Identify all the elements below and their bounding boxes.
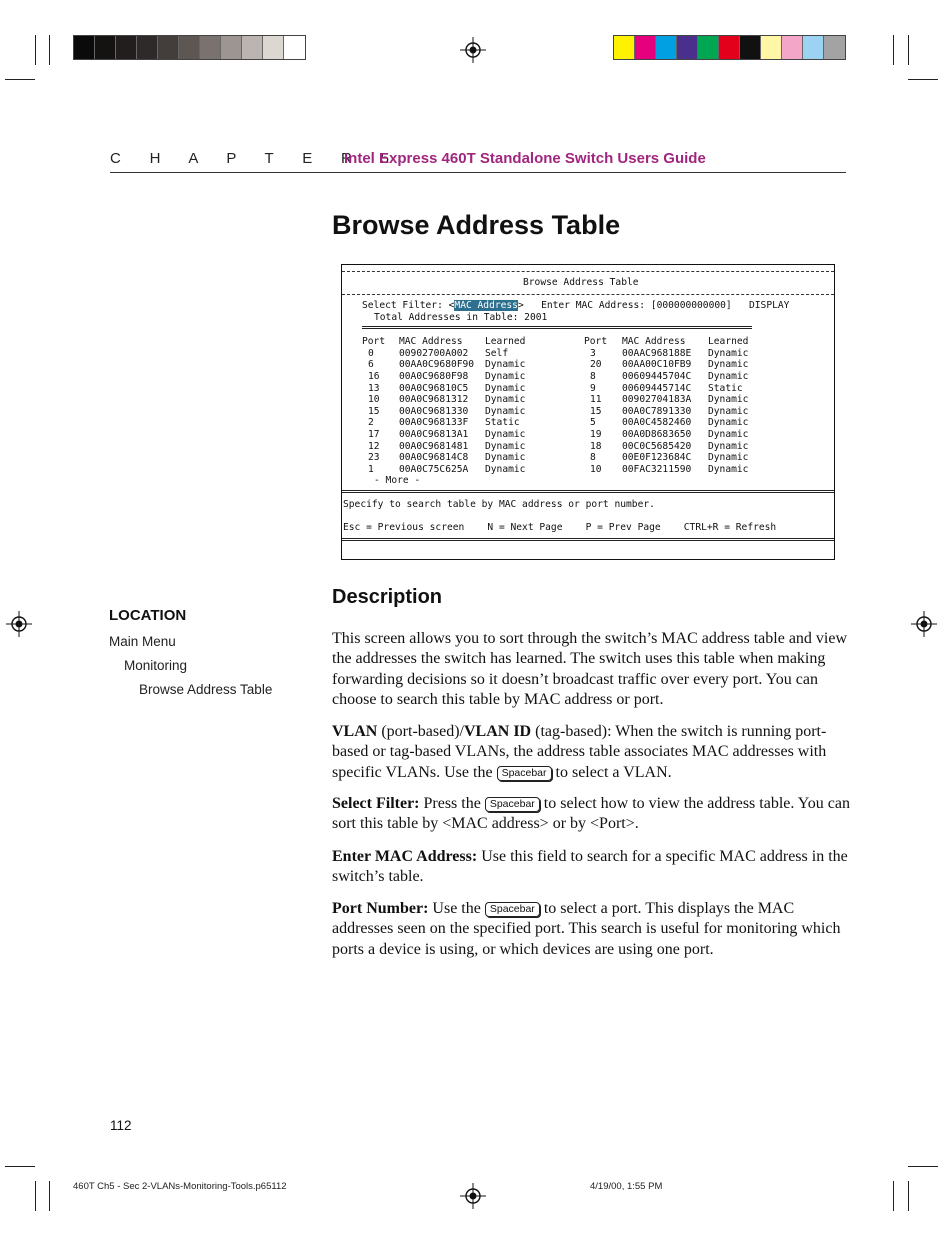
filter-prefix: Select Filter: < <box>362 300 455 311</box>
registration-mark-icon <box>460 37 486 63</box>
guide-title: Intel Express 460T Standalone Switch Users Guide <box>344 150 706 167</box>
table-cell: 17 <box>368 429 380 441</box>
table-cell: Dynamic <box>485 440 526 452</box>
table-cell: Dynamic <box>485 464 526 476</box>
table-cell: 8 <box>590 370 596 382</box>
page-number: 112 <box>110 1118 132 1133</box>
total-addresses: Total Addresses in Table: 2001 <box>374 312 548 323</box>
table-cell: 00A0C9681312 <box>399 394 469 406</box>
table-cell: Dynamic <box>485 452 526 464</box>
terminal-hint: Specify to search table by MAC address or port number. <box>343 499 655 510</box>
enter-mac-term: Enter MAC Address: <box>332 848 478 865</box>
color-swatch <box>137 36 158 59</box>
port-number-term: Port Number: <box>332 900 429 917</box>
color-swatch <box>263 36 284 59</box>
color-swatch <box>698 36 719 59</box>
terminal-key-legend: Esc = Previous screen N = Next Page P = Prev Page CTRL+R = Refresh <box>343 522 777 533</box>
crop-mark <box>893 1181 894 1211</box>
table-cell: 00A0C968133F <box>399 417 469 429</box>
table-cell: Dynamic <box>708 452 749 464</box>
spacebar-key: Spacebar <box>485 902 540 917</box>
table-cell: Dynamic <box>708 394 749 406</box>
location-item-browse-address-table: Browse Address Table <box>139 682 273 697</box>
filter-text: Press the <box>419 795 485 812</box>
location-heading: LOCATION <box>109 607 187 624</box>
page-title: Browse Address Table <box>332 210 621 240</box>
table-cell: 11 <box>590 394 602 406</box>
table-cell: 13 <box>368 382 380 394</box>
crop-mark <box>908 35 909 65</box>
table-cell: 00A0C96814C8 <box>399 452 469 464</box>
terminal-title: Browse Address Table <box>523 277 639 288</box>
table-cell: 23 <box>368 452 380 464</box>
table-cell: 00FAC3211590 <box>622 464 692 476</box>
color-swatch <box>782 36 803 59</box>
color-swatch <box>74 36 95 59</box>
vlan-text: (tag-based): When the switch is running port-based or tag-based VLANs, the address table associates MAC addresses with specific VLANs. Use the <box>332 723 827 781</box>
vlan-term: VLAN <box>332 723 378 740</box>
color-swatch <box>179 36 200 59</box>
port-number-paragraph <box>332 899 852 960</box>
crop-mark <box>5 79 35 80</box>
table-cell: 1 <box>368 464 374 476</box>
registration-mark-icon <box>460 1183 486 1209</box>
table-cell: Dynamic <box>485 429 526 441</box>
table-cell: 20 <box>590 359 602 371</box>
table-cell: 3 <box>590 347 596 359</box>
table-cell: 0 <box>368 347 374 359</box>
table-cell: 12 <box>368 440 380 452</box>
crop-mark <box>35 1181 36 1211</box>
table-cell: Dynamic <box>708 405 749 417</box>
terminal-divider <box>342 271 834 272</box>
spacebar-key: Spacebar <box>497 766 552 781</box>
terminal-double-rule <box>362 326 752 329</box>
table-cell: 00A0C96810C5 <box>399 382 469 394</box>
registration-mark-icon <box>911 611 937 637</box>
table-cell: Dynamic <box>485 405 526 417</box>
color-swatch <box>221 36 242 59</box>
color-swatch <box>116 36 137 59</box>
chapter-label: C H A P T E R 5 <box>110 150 402 167</box>
column-header: MAC Address <box>622 336 686 347</box>
vlan-mid: (port-based)/ <box>377 723 464 740</box>
crop-mark <box>908 79 938 80</box>
table-cell: Static <box>485 417 520 429</box>
table-cell: 19 <box>590 429 602 441</box>
select-filter-term: Select Filter: <box>332 795 420 812</box>
table-cell: Dynamic <box>708 429 749 441</box>
table-cell: 6 <box>368 359 374 371</box>
color-swatch <box>158 36 179 59</box>
table-cell: Dynamic <box>708 370 749 382</box>
table-cell: 18 <box>590 440 602 452</box>
table-cell: 00A0C9681481 <box>399 440 469 452</box>
table-cell: 5 <box>590 417 596 429</box>
color-swatch <box>614 36 635 59</box>
table-cell: 00AA00C10FB9 <box>622 359 692 371</box>
filter-line <box>362 300 789 312</box>
registration-mark-icon <box>6 611 32 637</box>
table-cell: 00A0C9681330 <box>399 405 469 417</box>
crop-mark <box>908 1166 938 1167</box>
process-color-bar <box>613 35 846 60</box>
color-swatch <box>656 36 677 59</box>
terminal-double-rule <box>342 490 834 493</box>
color-swatch <box>719 36 740 59</box>
port-text: Use the <box>428 900 485 917</box>
table-cell: 00A0C96813A1 <box>399 429 469 441</box>
table-cell: Dynamic <box>708 464 749 476</box>
table-cell: 00C0C5685420 <box>622 440 692 452</box>
port-text-end: to select a port. This displays the MAC addresses seen on the specified port. This search is useful for monitoring which ports a device is using, or which devices are using one port. <box>332 900 841 958</box>
crop-mark <box>49 1181 50 1211</box>
footer-date: 4/19/00, 1:55 PM <box>590 1181 663 1192</box>
table-cell: Dynamic <box>485 359 526 371</box>
select-filter-field[interactable]: MAC Address <box>454 300 518 311</box>
color-swatch <box>740 36 761 59</box>
crop-mark <box>908 1181 909 1211</box>
grayscale-color-bar <box>73 35 306 60</box>
table-cell: 00A0C4582460 <box>622 417 692 429</box>
table-cell: 00609445714C <box>622 382 692 394</box>
table-cell: 00AAC968188E <box>622 347 692 359</box>
table-cell: 10 <box>368 394 380 406</box>
column-header: Port <box>584 336 608 347</box>
table-cell: 00AA0C9680F90 <box>399 359 475 371</box>
description-intro: This screen allows you to sort through the switch’s MAC address table and view the addresses the switch has learned. The switch uses this table when making forwarding decisions so it doesn’t broadcast traffic over every port. You can choose to search this table by MAC address or port. <box>332 630 848 708</box>
description-heading: Description <box>332 586 443 608</box>
table-cell: 00A0C9680F98 <box>399 370 469 382</box>
table-cell: Static <box>708 382 743 394</box>
table-cell: Dynamic <box>708 347 749 359</box>
column-header: Port <box>362 336 386 347</box>
terminal-divider <box>342 294 834 295</box>
table-cell: 2 <box>368 417 374 429</box>
color-swatch <box>635 36 656 59</box>
color-swatch <box>677 36 698 59</box>
table-cell: 9 <box>590 382 596 394</box>
more-indicator: - More - <box>374 475 421 486</box>
color-swatch <box>803 36 824 59</box>
table-cell: 10 <box>590 464 602 476</box>
table-cell: Dynamic <box>485 382 526 394</box>
table-cell: 8 <box>590 452 596 464</box>
column-header: MAC Address <box>399 336 463 347</box>
vlan-id-term: VLAN ID <box>463 723 532 740</box>
table-cell: 15 <box>590 405 602 417</box>
table-cell: Dynamic <box>485 370 526 382</box>
filter-suffix: > Enter MAC Address: [000000000000] DISPLAY <box>517 300 790 311</box>
spacebar-key: Spacebar <box>485 797 540 812</box>
vlan-paragraph <box>332 722 852 783</box>
column-header: Learned <box>485 336 526 347</box>
table-cell: Self <box>485 347 509 359</box>
table-cell: 00A0C7891330 <box>622 405 692 417</box>
enter-mac-paragraph <box>332 847 852 888</box>
table-cell: 15 <box>368 405 380 417</box>
crop-mark <box>893 35 894 65</box>
table-cell: 00902700A002 <box>399 347 469 359</box>
crop-mark <box>49 35 50 65</box>
location-item-main-menu: Main Menu <box>109 634 176 649</box>
color-swatch <box>824 36 845 59</box>
filter-text-end: to select how to view the address table. You can sort this table by <MAC address> or by <Port>. <box>332 795 850 833</box>
running-header <box>110 150 846 173</box>
crop-mark <box>5 1166 35 1167</box>
table-cell: Dynamic <box>708 359 749 371</box>
vlan-text-end: to select a VLAN. <box>551 763 672 781</box>
footer-file-name: 460T Ch5 - Sec 2-VLANs-Monitoring-Tools.p65112 <box>73 1181 287 1192</box>
enter-mac-text: Use this field to search for a specific MAC address in the switch’s table. <box>332 848 848 886</box>
color-swatch <box>761 36 782 59</box>
color-swatch <box>284 36 305 59</box>
select-filter-paragraph <box>332 794 852 835</box>
table-cell: 00A0C75C625A <box>399 464 469 476</box>
table-cell: 16 <box>368 370 380 382</box>
table-cell: 00902704183A <box>622 394 692 406</box>
table-cell: Dynamic <box>485 394 526 406</box>
color-swatch <box>200 36 221 59</box>
color-swatch <box>242 36 263 59</box>
color-swatch <box>95 36 116 59</box>
terminal-screen <box>341 264 835 560</box>
table-cell: Dynamic <box>708 440 749 452</box>
table-cell: 00A0D8683650 <box>622 429 692 441</box>
table-cell: Dynamic <box>708 417 749 429</box>
column-header: Learned <box>708 336 749 347</box>
crop-mark <box>35 35 36 65</box>
location-item-monitoring: Monitoring <box>124 658 188 673</box>
table-cell: 00E0F123684C <box>622 452 692 464</box>
terminal-double-rule <box>342 538 834 541</box>
table-cell: 00609445704C <box>622 370 692 382</box>
